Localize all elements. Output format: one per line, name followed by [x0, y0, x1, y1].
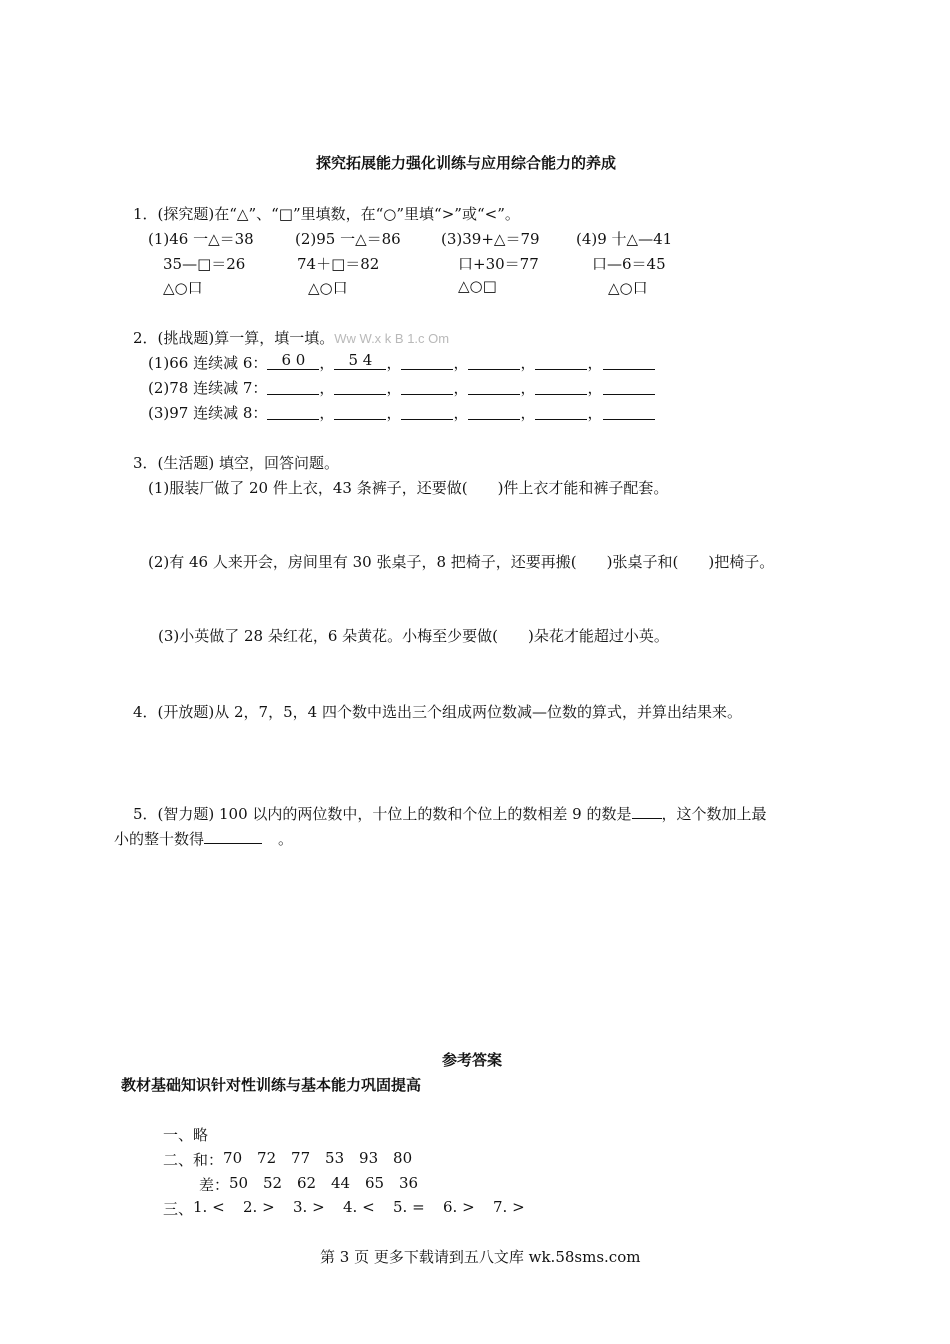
comma: ，	[386, 379, 402, 397]
comma: ，	[453, 354, 469, 372]
q4-prompt: 4．(开放题)从 2，7，5，4 四个数中选出三个组成两位数减—位数的算式，并算出结果来。	[133, 703, 742, 721]
comma: ，	[520, 404, 536, 422]
diff-value: 50	[229, 1174, 249, 1192]
q5-text-c: 小的整十数得	[114, 830, 205, 848]
diff-value: 52	[263, 1174, 283, 1192]
answer-blank[interactable]	[204, 826, 262, 844]
answer-2-diff-row	[199, 1174, 433, 1195]
answer-blank[interactable]	[334, 377, 386, 395]
sum-value: 70	[223, 1149, 243, 1167]
diff-value: 65	[365, 1174, 385, 1192]
compare-answer: 5. =	[393, 1198, 425, 1216]
answer-1-value: 略	[193, 1126, 209, 1144]
sum-value: 53	[325, 1149, 345, 1167]
q2-row-label: (2)78 连续减 7：	[148, 379, 268, 397]
answer-blank[interactable]	[401, 402, 453, 420]
q1-prompt: 1．(探究题)在“△”、“□”里填数，在“○”里填“>”或“<”。	[133, 205, 520, 223]
q5-line-2	[114, 826, 293, 849]
sum-value: 93	[359, 1149, 379, 1167]
q1-col-2-compare: △○口	[308, 279, 348, 297]
sum-value: 72	[257, 1149, 277, 1167]
compare-answer: 3. >	[293, 1198, 325, 1216]
answer-blank[interactable]	[267, 377, 319, 395]
q5-text-d: 。	[278, 830, 294, 848]
q1-col-1-eq2: 35—□＝26	[163, 255, 246, 273]
q5-line-1	[133, 801, 767, 824]
q1-col-4-eq1: (4)9 十△—41	[576, 230, 673, 248]
q1-col-3-eq1: (3)39+△＝79	[441, 230, 540, 248]
q2-row-label: (3)97 连续减 8：	[148, 404, 268, 422]
comma: ，	[319, 404, 335, 422]
answer-3-row	[163, 1198, 543, 1219]
answer-1-label: 一、	[163, 1126, 194, 1144]
comma: ，	[520, 379, 536, 397]
comma: ，	[453, 379, 469, 397]
comma: ，	[319, 379, 335, 397]
compare-answer: 2. >	[243, 1198, 275, 1216]
answer-1	[163, 1124, 208, 1145]
q1-col-3-compare: △○□	[458, 277, 497, 295]
answer-blank[interactable]	[267, 402, 319, 420]
answer-blank[interactable]: 6 0	[267, 352, 319, 370]
page-title: 探究拓展能力强化训练与应用综合能力的养成	[316, 154, 617, 172]
diff-value: 36	[399, 1174, 419, 1192]
q3-part-1: (1)服装厂做了 20 件上衣，43 条裤子，还要做( )件上衣才能和裤子配套。	[148, 479, 669, 497]
q1-col-4-eq2: 口—6＝45	[592, 255, 666, 273]
answer-blank[interactable]	[401, 352, 453, 370]
answer-blank[interactable]	[603, 402, 655, 420]
answer-blank[interactable]	[632, 801, 662, 819]
answers-title: 参考答案	[442, 1051, 503, 1069]
answer-blank[interactable]	[468, 352, 520, 370]
q2-row-1	[148, 352, 655, 373]
sum-value: 77	[291, 1149, 311, 1167]
answer-blank[interactable]	[468, 377, 520, 395]
answer-2-sum-row	[163, 1149, 427, 1170]
page-footer: 第 3 页 更多下载请到五八文库 wk.58sms.com	[320, 1248, 641, 1266]
answer-blank[interactable]: 5 4	[334, 352, 386, 370]
compare-answer: 4. <	[343, 1198, 375, 1216]
answer-blank[interactable]	[535, 352, 587, 370]
comma: ，	[587, 354, 603, 372]
q5-text-a: 5．(智力题) 100 以内的两位数中，十位上的数和个位上的数相差 9 的数是	[133, 805, 632, 823]
q3-prompt: 3．(生活题) 填空，回答问题。	[133, 454, 340, 472]
answer-blank[interactable]	[603, 377, 655, 395]
comma: ，	[386, 404, 402, 422]
answer-blank[interactable]	[401, 377, 453, 395]
comma: ，	[319, 354, 335, 372]
comma: ，	[453, 404, 469, 422]
q2-prompt	[133, 327, 449, 348]
q1-col-1-eq1: (1)46 一△＝38	[148, 230, 254, 248]
q1-col-4-compare: △○口	[608, 279, 648, 297]
q1-col-3-eq2: 口+30＝77	[458, 255, 539, 273]
comma: ，	[520, 354, 536, 372]
answers-subtitle: 教材基础知识针对性训练与基本能力巩固提高	[121, 1076, 422, 1094]
watermark: Ww W.x k B 1.c Om	[334, 331, 450, 346]
answer-2-label: 二、	[163, 1151, 194, 1169]
q1-col-2-eq1: (2)95 一△＝86	[295, 230, 401, 248]
q2-row-2	[148, 377, 655, 398]
compare-answer: 7. >	[493, 1198, 525, 1216]
answer-3-label: 三、	[163, 1200, 194, 1218]
diff-label: 差：	[199, 1176, 230, 1194]
sum-value: 80	[393, 1149, 413, 1167]
answer-blank[interactable]	[603, 352, 655, 370]
answer-blank[interactable]	[334, 402, 386, 420]
diff-value: 44	[331, 1174, 351, 1192]
comma: ，	[587, 379, 603, 397]
comma: ，	[587, 404, 603, 422]
answer-blank[interactable]	[535, 402, 587, 420]
diff-value: 62	[297, 1174, 317, 1192]
compare-answer: 6. >	[443, 1198, 475, 1216]
answer-blank[interactable]	[468, 402, 520, 420]
q3-part-3: (3)小英做了 28 朵红花，6 朵黄花。小梅至少要做( )朵花才能超过小英。	[158, 627, 669, 645]
q2-prompt-text: 2．(挑战题)算一算，填一填。	[133, 329, 335, 347]
comma: ，	[386, 354, 402, 372]
q2-row-label: (1)66 连续减 6：	[148, 354, 268, 372]
compare-answer: 1. <	[193, 1198, 225, 1216]
q3-part-2: (2)有 46 人来开会，房间里有 30 张桌子，8 把椅子，还要再搬( )张桌子和( )把椅子。	[148, 553, 775, 571]
q5-text-b: ，这个数加上最	[661, 805, 767, 823]
q1-col-1-compare: △○口	[163, 279, 203, 297]
answer-blank[interactable]	[535, 377, 587, 395]
q2-row-3	[148, 402, 655, 423]
q1-col-2-eq2: 74＋□＝82	[297, 255, 380, 273]
sum-label: 和：	[193, 1151, 224, 1169]
